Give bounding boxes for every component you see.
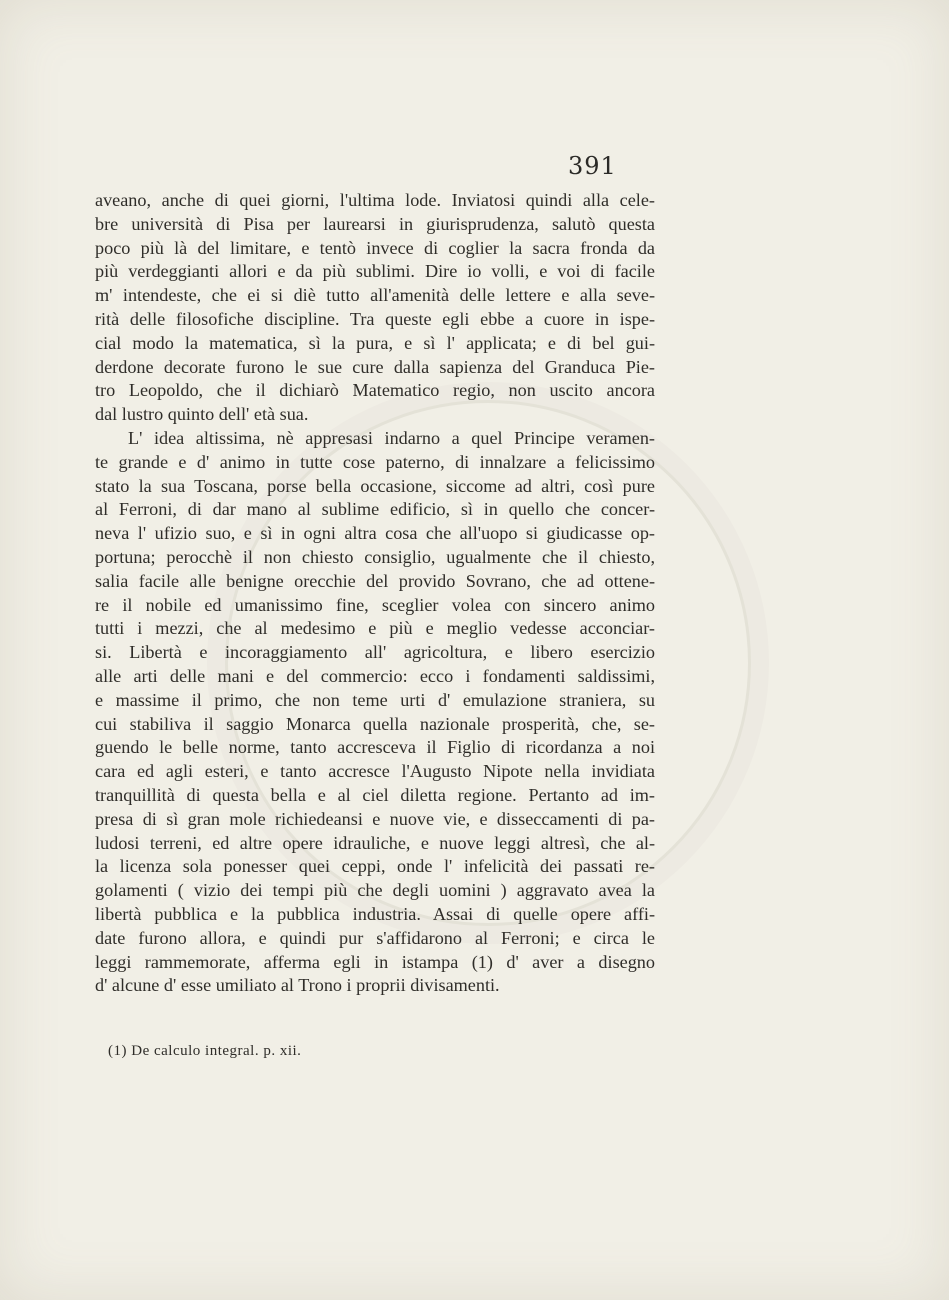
text-line: tro Leopoldo, che il dichiarò Matematico regio, non uscito ancora (95, 380, 655, 401)
text-line: al Ferroni, di dar mano al sublime edificio, sì in quello che concer- (95, 499, 655, 520)
text-line: neva l' ufizio suo, e sì in ogni altra cosa che all'uopo si giudicasse op- (95, 523, 655, 544)
text-line: re il nobile ed umanissimo fine, sceglier volea con sincero animo (95, 594, 655, 615)
text-line: cial modo la matematica, sì la pura, e sì l' applicata; e di bel gui- (95, 332, 655, 353)
text-line: m' intendeste, che ei si diè tutto all'amenità delle lettere e alla seve- (95, 285, 655, 306)
text-line: tranquillità di questa bella e al ciel diletta regione. Pertanto ad im- (95, 784, 655, 805)
body-text (95, 189, 655, 998)
text-line: alle arti delle mani e del commercio: ecco i fondamenti saldissimi, (95, 665, 655, 686)
text-line: cui stabiliva il saggio Monarca quella nazionale prosperità, che, se- (95, 713, 655, 734)
text-line: portuna; perocchè il non chiesto consiglio, ugualmente che il chiesto, (95, 546, 655, 567)
text-line: d' alcune d' esse umiliato al Trono i proprii divisamenti. (95, 975, 500, 996)
text-line: rità delle filosofiche discipline. Tra queste egli ebbe a cuore in ispe- (95, 308, 655, 329)
text-line: poco più là del limitare, e tentò invece di coglier la sacra fronda da (95, 237, 655, 258)
text-line: presa di sì gran mole richiedeansi e nuove vie, e disseccamenti di pa- (95, 808, 655, 829)
text-line: la licenza sola ponesser quei ceppi, onde l' infelicità dei passati re- (95, 856, 655, 877)
text-line: dal lustro quinto dell' età sua. (95, 404, 309, 425)
text-line: L' idea altissima, nè appresasi indarno a quel Principe veramen- (128, 427, 655, 448)
text-line: bre università di Pisa per laurearsi in giurisprudenza, salutò questa (95, 213, 655, 234)
text-line: e massime il primo, che non teme urti d' emulazione straniera, su (95, 689, 655, 710)
text-line: libertà pubblica e la pubblica industria. Assai di quelle opere affi- (95, 903, 655, 924)
text-line: te grande e d' animo in tutte cose paterno, di innalzare a felicissimo (95, 451, 655, 472)
text-line: date furono allora, e quindi pur s'affidarono al Ferroni; e circa le (95, 927, 655, 948)
text-line: cara ed agli esteri, e tanto accresce l'Augusto Nipote nella invidiata (95, 761, 655, 782)
page-number: 391 (568, 152, 617, 180)
text-line: più verdeggianti allori e da più sublimi. Dire io volli, e voi di facile (95, 261, 655, 282)
text-line: leggi rammemorate, afferma egli in istampa (1) d' aver a disegno (95, 951, 655, 972)
text-line: tutti i mezzi, che al medesimo e più e meglio vedesse acconciar- (95, 618, 655, 639)
text-line: derdone decorate furono le sue cure dalla sapienza del Granduca Pie- (95, 356, 655, 377)
text-line: salia facile alle benigne orecchie del provido Sovrano, che ad ottene- (95, 570, 655, 591)
text-line: stato la sua Toscana, porse bella occasione, siccome ad altri, così pure (95, 475, 655, 496)
footnote: (1) De calculo integral. p. xii. (108, 1043, 302, 1059)
text-line: aveano, anche di quei giorni, l'ultima lode. Inviatosi quindi alla cele- (95, 190, 655, 210)
text-line: ludosi terreni, ed altre opere idrauliche, e nuove leggi altresì, che al- (95, 832, 655, 853)
text-line: golamenti ( vizio dei tempi più che degli uomini ) aggravato avea la (95, 880, 655, 901)
text-line: si. Libertà e incoraggiamento all' agricoltura, e libero esercizio (95, 642, 655, 663)
text-line: guendo le belle norme, tanto accresceva il Figlio di ricordanza a noi (95, 737, 655, 758)
